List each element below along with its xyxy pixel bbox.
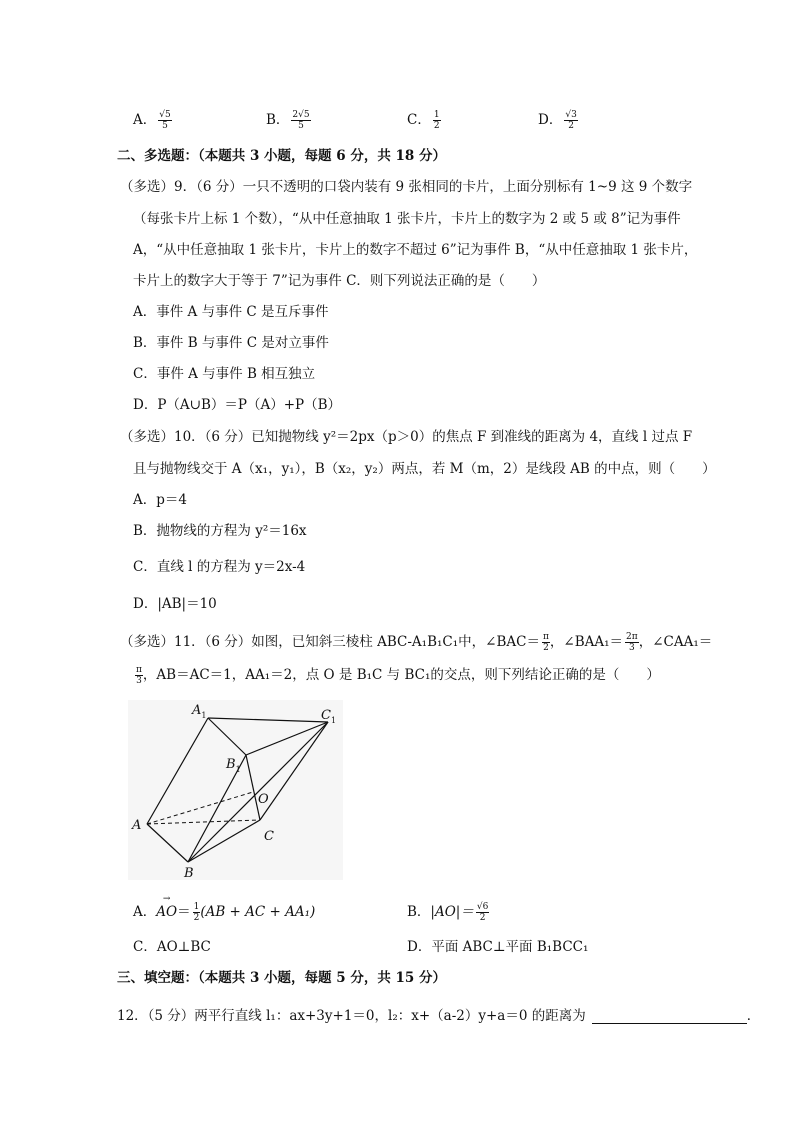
q9-stem-line2: （每张卡片上标 1 个数），“从中任意抽取 1 张卡片，卡片上的数字为 2 或 5 或 8”记为事件 [133,211,681,227]
label-o: O [258,792,269,807]
q9-option-b: B．事件 B 与事件 C 是对立事件 [133,335,329,351]
q10-stem-line2: 且与抛物线交于 A（x₁，y₁），B（x₂，y₂）两点，若 M（m，2）是线段 AB 的中点，则（ ） [133,461,716,477]
q9-stem-line4: 卡片上的数字大于等于 7”记为事件 C．则下列说法正确的是（ ） [133,273,546,289]
q11-stem-line1: （多选）11．（6 分）如图，已知斜三棱柱 ABC-A₁B₁C₁中，∠BAC＝ $\frac{\pi}{2}$ ，∠BAA₁＝ $\frac{2\pi}{3}$ ，∠CAA₁＝ [120,632,713,653]
label-a: A [132,818,142,833]
q12-stem: 12．（5 分）两平行直线 l₁：ax+3y+1＝0，l₂：x+（a-2）y+a＝0 的距离为 ． [117,1008,761,1024]
section-3-heading: 三、填空题：（本题共 3 小题，每题 5 分，共 15 分） [117,970,447,986]
prism-figure [128,700,343,880]
q8-option-d: D． $\frac{√3}{2}$ [538,110,577,131]
q9-option-a: A．事件 A 与事件 C 是互斥事件 [133,304,329,320]
label-c1: $C_1$ [321,708,337,725]
q11-option-c: C．AO⊥BC [133,939,211,955]
label-b: B [184,866,194,880]
q10-option-d: D．|AB|＝10 [133,596,217,612]
q11-stem-line2: $\frac{\pi}{3}$ ，AB＝AC＝1，AA₁＝2，点 O 是 B₁C 与 BC₁的交点，则下列结论正确的是（ ） [136,665,660,686]
q9-stem-line3: A，“从中任意抽取 1 张卡片，卡片上的数字不超过 6”记为事件 B，“从中任意抽取 1 张卡片， [133,242,698,258]
label-b1: $B_1$ [226,757,241,774]
answer-blank[interactable] [592,1009,747,1024]
q11-option-d: D．平面 ABC⊥平面 B₁BCC₁ [407,939,589,955]
q9-option-c: C．事件 A 与事件 B 相互独立 [133,366,316,382]
q8-option-a: A． $\frac{√5}{5}$ [133,110,171,131]
q10-stem-line1: （多选）10．（6 分）已知抛物线 y²＝2px（p＞0）的焦点 F 到准线的距离为 4，直线 l 过点 F [120,429,693,445]
q11-option-b: B．|AO|＝ $\frac{√6}{2}$ [407,902,489,923]
label-a1: $A_1$ [192,703,207,720]
q8-option-b: B． $\frac{2√5}{5}$ [266,110,310,131]
section-2-heading: 二、多选题：（本题共 3 小题，每题 6 分，共 18 分） [117,148,447,164]
q9-option-d: D．P（A∪B）＝P（A）+P（B） [133,397,342,413]
label-c: C [264,829,274,844]
q10-option-c: C．直线 l 的方程为 y＝2x-4 [133,559,306,575]
q8-option-c: C． $\frac{1}{2}$ [407,110,440,131]
q10-option-b: B．抛物线的方程为 y²＝16x [133,523,307,539]
q10-option-a: A．p＝4 [133,492,187,508]
q9-stem-line1: （多选）9．（6 分）一只不透明的口袋内装有 9 张相同的卡片，上面分别标有 1~9 这 9 个数字 [120,179,693,195]
q11-option-a: A．→ AO＝ $\frac{1}{2}$ (AB + AC + AA₁) [133,900,315,923]
